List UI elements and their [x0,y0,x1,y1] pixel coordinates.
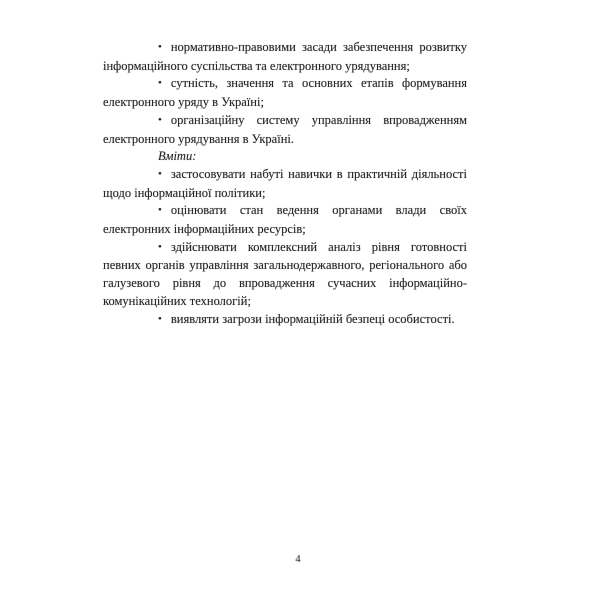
list-item-text: організаційну систему управління впровадженням електронного урядування в Україні. [103,112,467,146]
list-item [103,112,467,148]
list-item-text: сутність, значення та основних етапів формування електронного уряду в Україні; [103,76,467,110]
page-number: 4 [295,554,301,565]
list-item-text: нормативно-правовими засади забезпечення розвитку інформаційного суспільства та електронного урядування; [103,40,467,73]
list-item [103,311,467,330]
bullet-icon: • [158,41,162,53]
bullet-icon: • [158,312,162,325]
list-item [103,75,467,111]
list-item-text: застосовувати набуті навички в практичній діяльності щодо інформаційної політики; [103,166,467,200]
list-item [103,166,467,202]
bullet-icon: • [158,167,162,180]
list-item-text: здійснювати комплексний аналіз рівня готовності певних органів управління загальнодержавного, регіонального або галузевого рівня до впровадження сучасних інформаційно-комунікаційних технологій; [103,239,467,308]
list-item [103,39,467,75]
bullet-icon: • [158,113,162,126]
list-item [103,202,467,238]
list-item [103,239,467,311]
bullet-icon: • [158,240,162,253]
list-item-text: виявляти загрози інформаційній безпеці особистості. [170,311,455,326]
list-item-text: оцінювати стан ведення органами влади своїх електронних інформаційних ресурсів; [103,203,467,237]
bullet-icon: • [158,204,162,217]
text-block [103,39,467,329]
bullet-icon: • [158,77,162,90]
section-heading-text: Вміти: [158,149,197,164]
section-heading [103,148,467,166]
